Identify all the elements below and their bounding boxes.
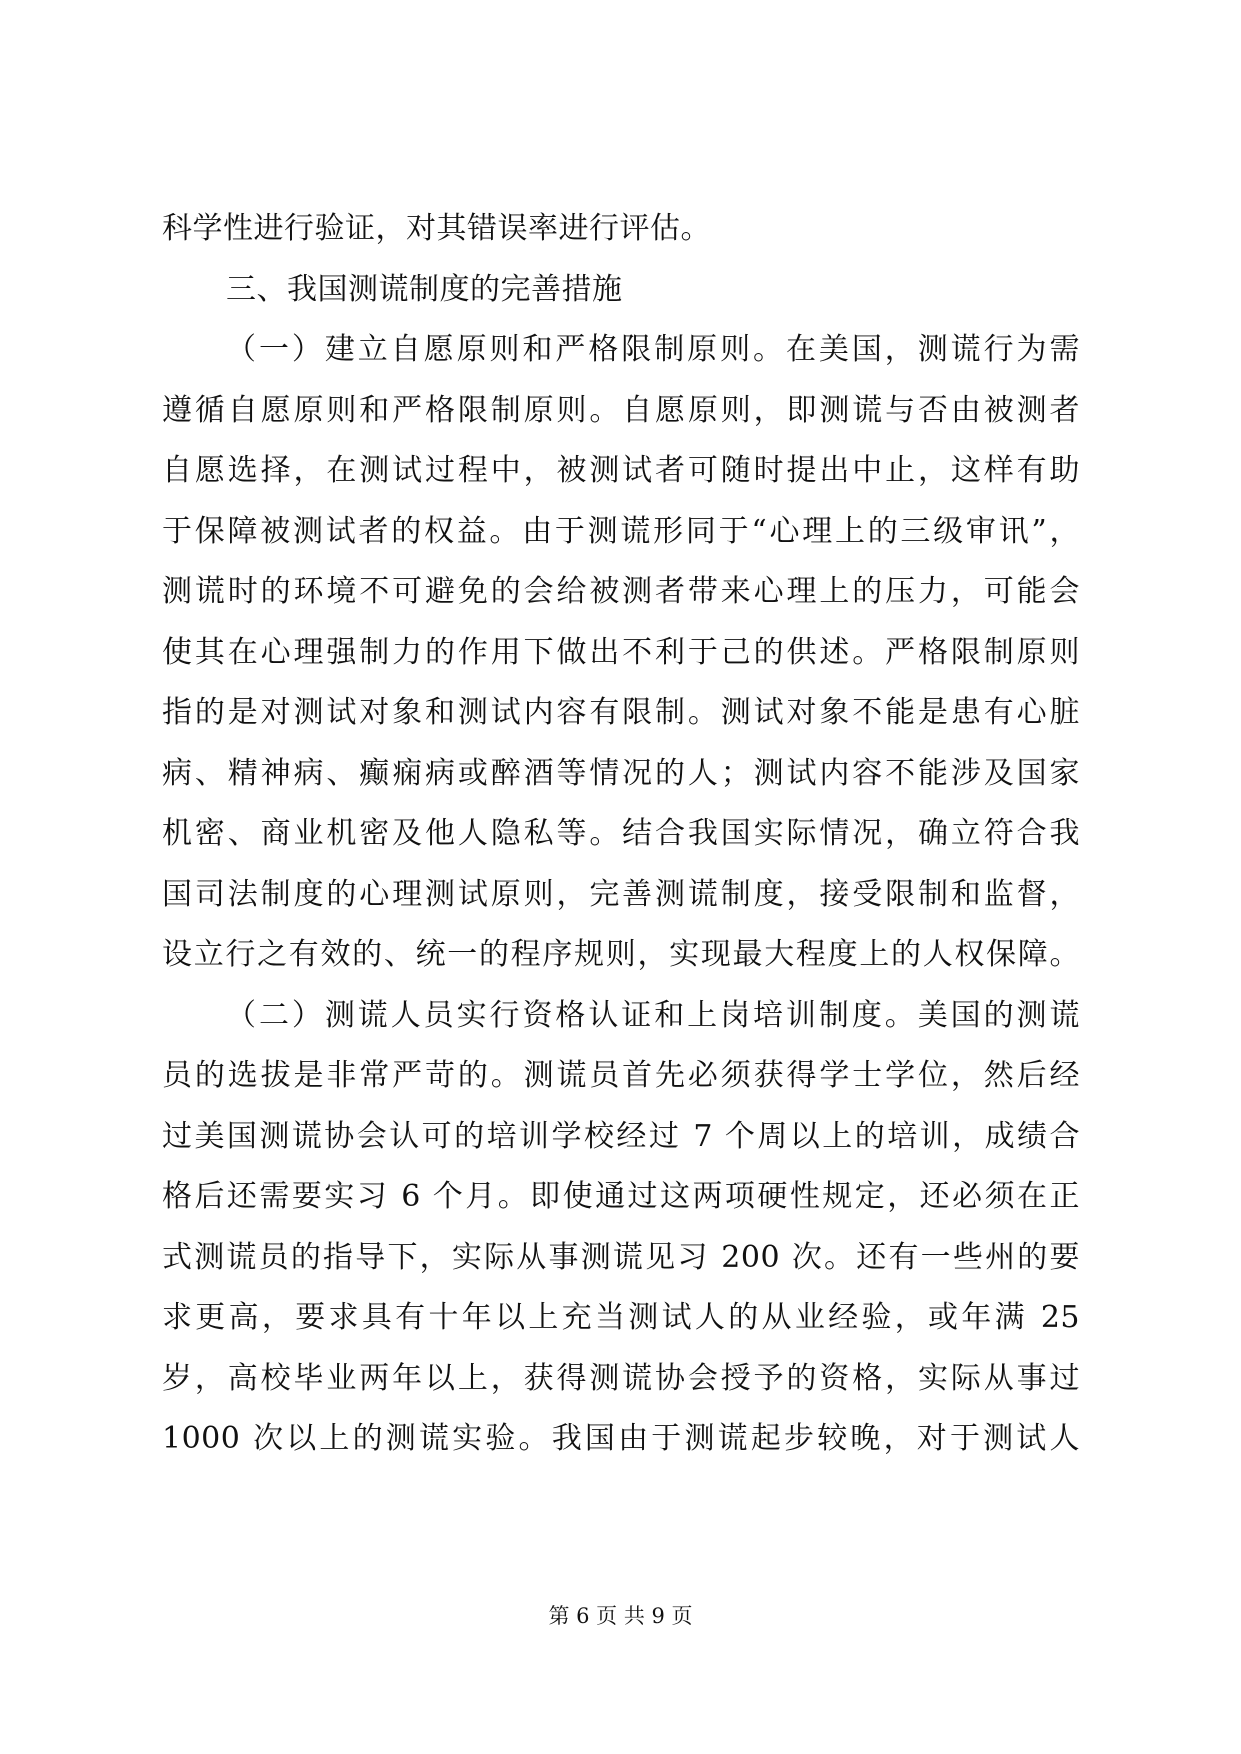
paragraph-line: 过美国测谎协会认可的培训学校经过 7 个周以上的培训，成绩合 (162, 1118, 1080, 1154)
paragraph-line: 设立行之有效的、统一的程序规则，实现最大程度上的人权保障。 (162, 937, 1080, 972)
paragraph-line: （一）建立自愿原则和严格限制原则。在美国，测谎行为需 (226, 332, 1080, 367)
paragraph-line: 指的是对测试对象和测试内容有限制。测试对象不能是患有心脏 (162, 695, 1080, 730)
page-footer: 第 6 页 共 9 页 (548, 1604, 693, 1628)
section-heading: 三、我国测谎制度的完善措施 (226, 271, 623, 307)
paragraph-line: 岁，高校毕业两年以上，获得测谎协会授予的资格，实际从事过 (162, 1360, 1080, 1396)
paragraph-line: 自愿选择，在测试过程中，被测试者可随时提出中止，这样有助 (162, 453, 1080, 488)
document-body (162, 199, 1080, 1470)
paragraph-line: 遵循自愿原则和严格限制原则。自愿原则，即测谎与否由被测者 (162, 392, 1080, 428)
paragraph-line: 式测谎员的指导下，实际从事测谎见习 200 次。还有一些州的要 (162, 1239, 1080, 1275)
paragraph-line: 使其在心理强制力的作用下做出不利于己的供述。严格限制原则 (162, 634, 1080, 670)
paragraph-line: 员的选拔是非常严苛的。测谎员首先必须获得学士学位，然后经 (162, 1058, 1080, 1093)
paragraph-line: （二）测谎人员实行资格认证和上岗培训制度。美国的测谎 (226, 997, 1080, 1033)
paragraph-line: 于保障被测试者的权益。由于测谎形同于“心理上的三级审讯”， (162, 513, 1080, 549)
paragraph-line: 机密、商业机密及他人隐私等。结合我国实际情况，确立符合我 (162, 816, 1080, 851)
paragraph-line: 科学性进行验证，对其错误率进行评估。 (162, 211, 711, 246)
paragraph-line: 1000 次以上的测谎实验。我国由于测谎起步较晚，对于测试人 (162, 1421, 1080, 1456)
paragraph-line: 病、精神病、癫痫病或醉酒等情况的人；测试内容不能涉及国家 (162, 755, 1080, 791)
paragraph-line: 格后还需要实习 6 个月。即使通过这两项硬性规定，还必须在正 (162, 1179, 1080, 1214)
paragraph-line: 测谎时的环境不可避免的会给被测者带来心理上的压力，可能会 (162, 574, 1080, 609)
paragraph-line: 求更高，要求具有十年以上充当测试人的从业经验，或年满 25 (162, 1300, 1080, 1335)
paragraph-line: 国司法制度的心理测试原则，完善测谎制度，接受限制和监督， (162, 876, 1080, 912)
